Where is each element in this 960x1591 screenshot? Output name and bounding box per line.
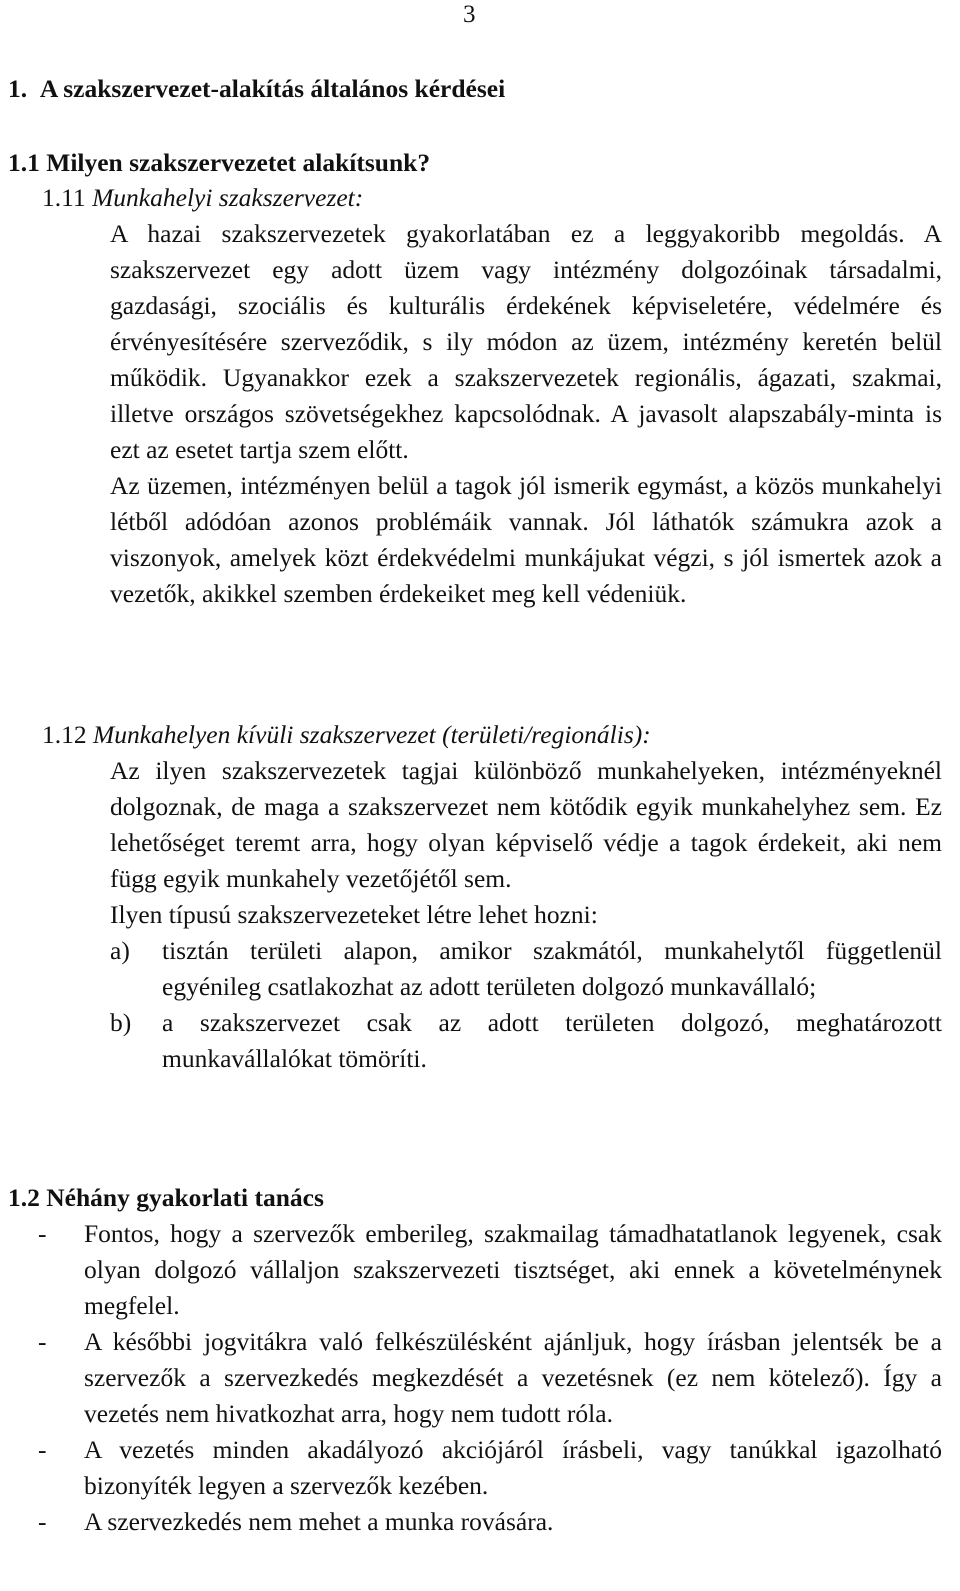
heading-1-title: A szakszervezet-alakítás általános kérdései xyxy=(39,74,506,103)
list-item-text: A szervezkedés nem mehet a munka rovására. xyxy=(84,1507,554,1536)
list-item xyxy=(38,1432,942,1504)
list-item-marker: - xyxy=(38,1219,47,1248)
section-1-12-body xyxy=(110,753,942,1077)
list-item-marker: a) xyxy=(110,936,130,965)
heading-1-12-title: Munkahelyen kívüli szakszervezet (területi/regionális): xyxy=(93,720,651,749)
heading-1-2-title: Néhány gyakorlati tanács xyxy=(46,1183,324,1212)
page-number: 3 xyxy=(463,1,476,28)
heading-1-2-number: 1.2 xyxy=(8,1183,40,1212)
list-item-marker: - xyxy=(38,1435,47,1464)
list-item xyxy=(110,1005,942,1077)
list-item-marker: - xyxy=(38,1507,47,1536)
heading-1 xyxy=(8,71,948,107)
heading-1-1-number: 1.1 xyxy=(8,148,40,177)
list-item-text: Fontos, hogy a szervezők emberileg, szakmailag támadhatatlanok legyenek, csak olyan dolgozó vállaljon szakszervezeti tisztséget, aki ennek a követelménynek megfelel. xyxy=(84,1219,942,1320)
section-1-11-body xyxy=(110,216,942,612)
list-item-marker: b) xyxy=(110,1008,132,1037)
heading-1-11 xyxy=(42,180,942,216)
heading-1-number: 1. xyxy=(8,74,28,103)
list-item-text: tisztán területi alapon, amikor szakmától, munkahelytől függetlenül egyénileg csatlakozhat az adott területen dolgozó munkavállaló; xyxy=(162,936,942,1001)
section-1-11-paragraph-1: A hazai szakszervezetek gyakorlatában ez a leggyakoribb megoldás. A szakszervezet egy adott üzem vagy intézmény dolgozóinak társadalmi, gazdasági, szociális és kulturális érdekének képviseletére, védelmére és érvényesítésére szerveződik, s ily módon az üzem, intézmény keretén belül működik. Ugyanakkor ezek a szakszervezetek regionális, ágazati, szakmai, illetve országos szövetségekhez kapcsolódnak. A javasolt alapszabály-minta is ezt az esetet tartja szem előtt. xyxy=(110,219,942,464)
list-item-text: a szakszervezet csak az adott területen dolgozó, meghatározott munkavállalókat tömöríti. xyxy=(162,1008,942,1073)
section-1-11-paragraph-2: Az üzemen, intézményen belül a tagok jól ismerik egymást, a közös munkahelyi létből adódóan azonos problémáik vannak. Jól láthatók számukra azok a viszonyok, amelyek közt érdekvédelmi munkájukat végzi, s jól ismertek azok a vezetők, akikkel szemben érdekeiket meg kell védeniük. xyxy=(110,471,942,608)
heading-1-1-title: Milyen szakszervezetet alakítsunk? xyxy=(46,148,431,177)
list-item xyxy=(38,1504,942,1540)
list-item xyxy=(38,1324,942,1432)
list-item-text: A későbbi jogvitákra való felkészülésként ajánljuk, hogy írásban jelentsék be a szervezők a szervezkedés megkezdését a vezetésnek (ez nem kötelező). Így a vezetés nem hivatkozhat arra, hogy nem tudott róla. xyxy=(84,1327,942,1428)
list-item-text: A vezetés minden akadályozó akciójáról írásbeli, vagy tanúkkal igazolható bizonyíték legyen a szervezők kezében. xyxy=(84,1435,942,1500)
heading-1-2 xyxy=(8,1180,948,1216)
heading-1-1 xyxy=(8,145,948,181)
section-1-2-list xyxy=(38,1216,942,1540)
heading-1-11-title: Munkahelyi szakszervezet: xyxy=(92,183,364,212)
heading-1-12-number: 1.12 xyxy=(42,720,87,749)
list-item xyxy=(38,1216,942,1324)
list-item xyxy=(110,933,942,1005)
heading-1-11-number: 1.11 xyxy=(42,183,86,212)
section-1-12-paragraph-1: Az ilyen szakszervezetek tagjai különböző munkahelyeken, intézményeknél dolgoznak, de maga a szakszervezet nem kötődik egyik munkahelyhez sem. Ez lehetőséget teremt arra, hogy olyan képviselő védje a tagok érdekeit, aki nem függ egyik munkahely vezetőjétől sem. xyxy=(110,756,942,893)
heading-1-12 xyxy=(42,717,942,753)
section-1-12-intro: Ilyen típusú szakszervezeteket létre lehet hozni: xyxy=(110,900,598,929)
list-item-marker: - xyxy=(38,1327,47,1356)
